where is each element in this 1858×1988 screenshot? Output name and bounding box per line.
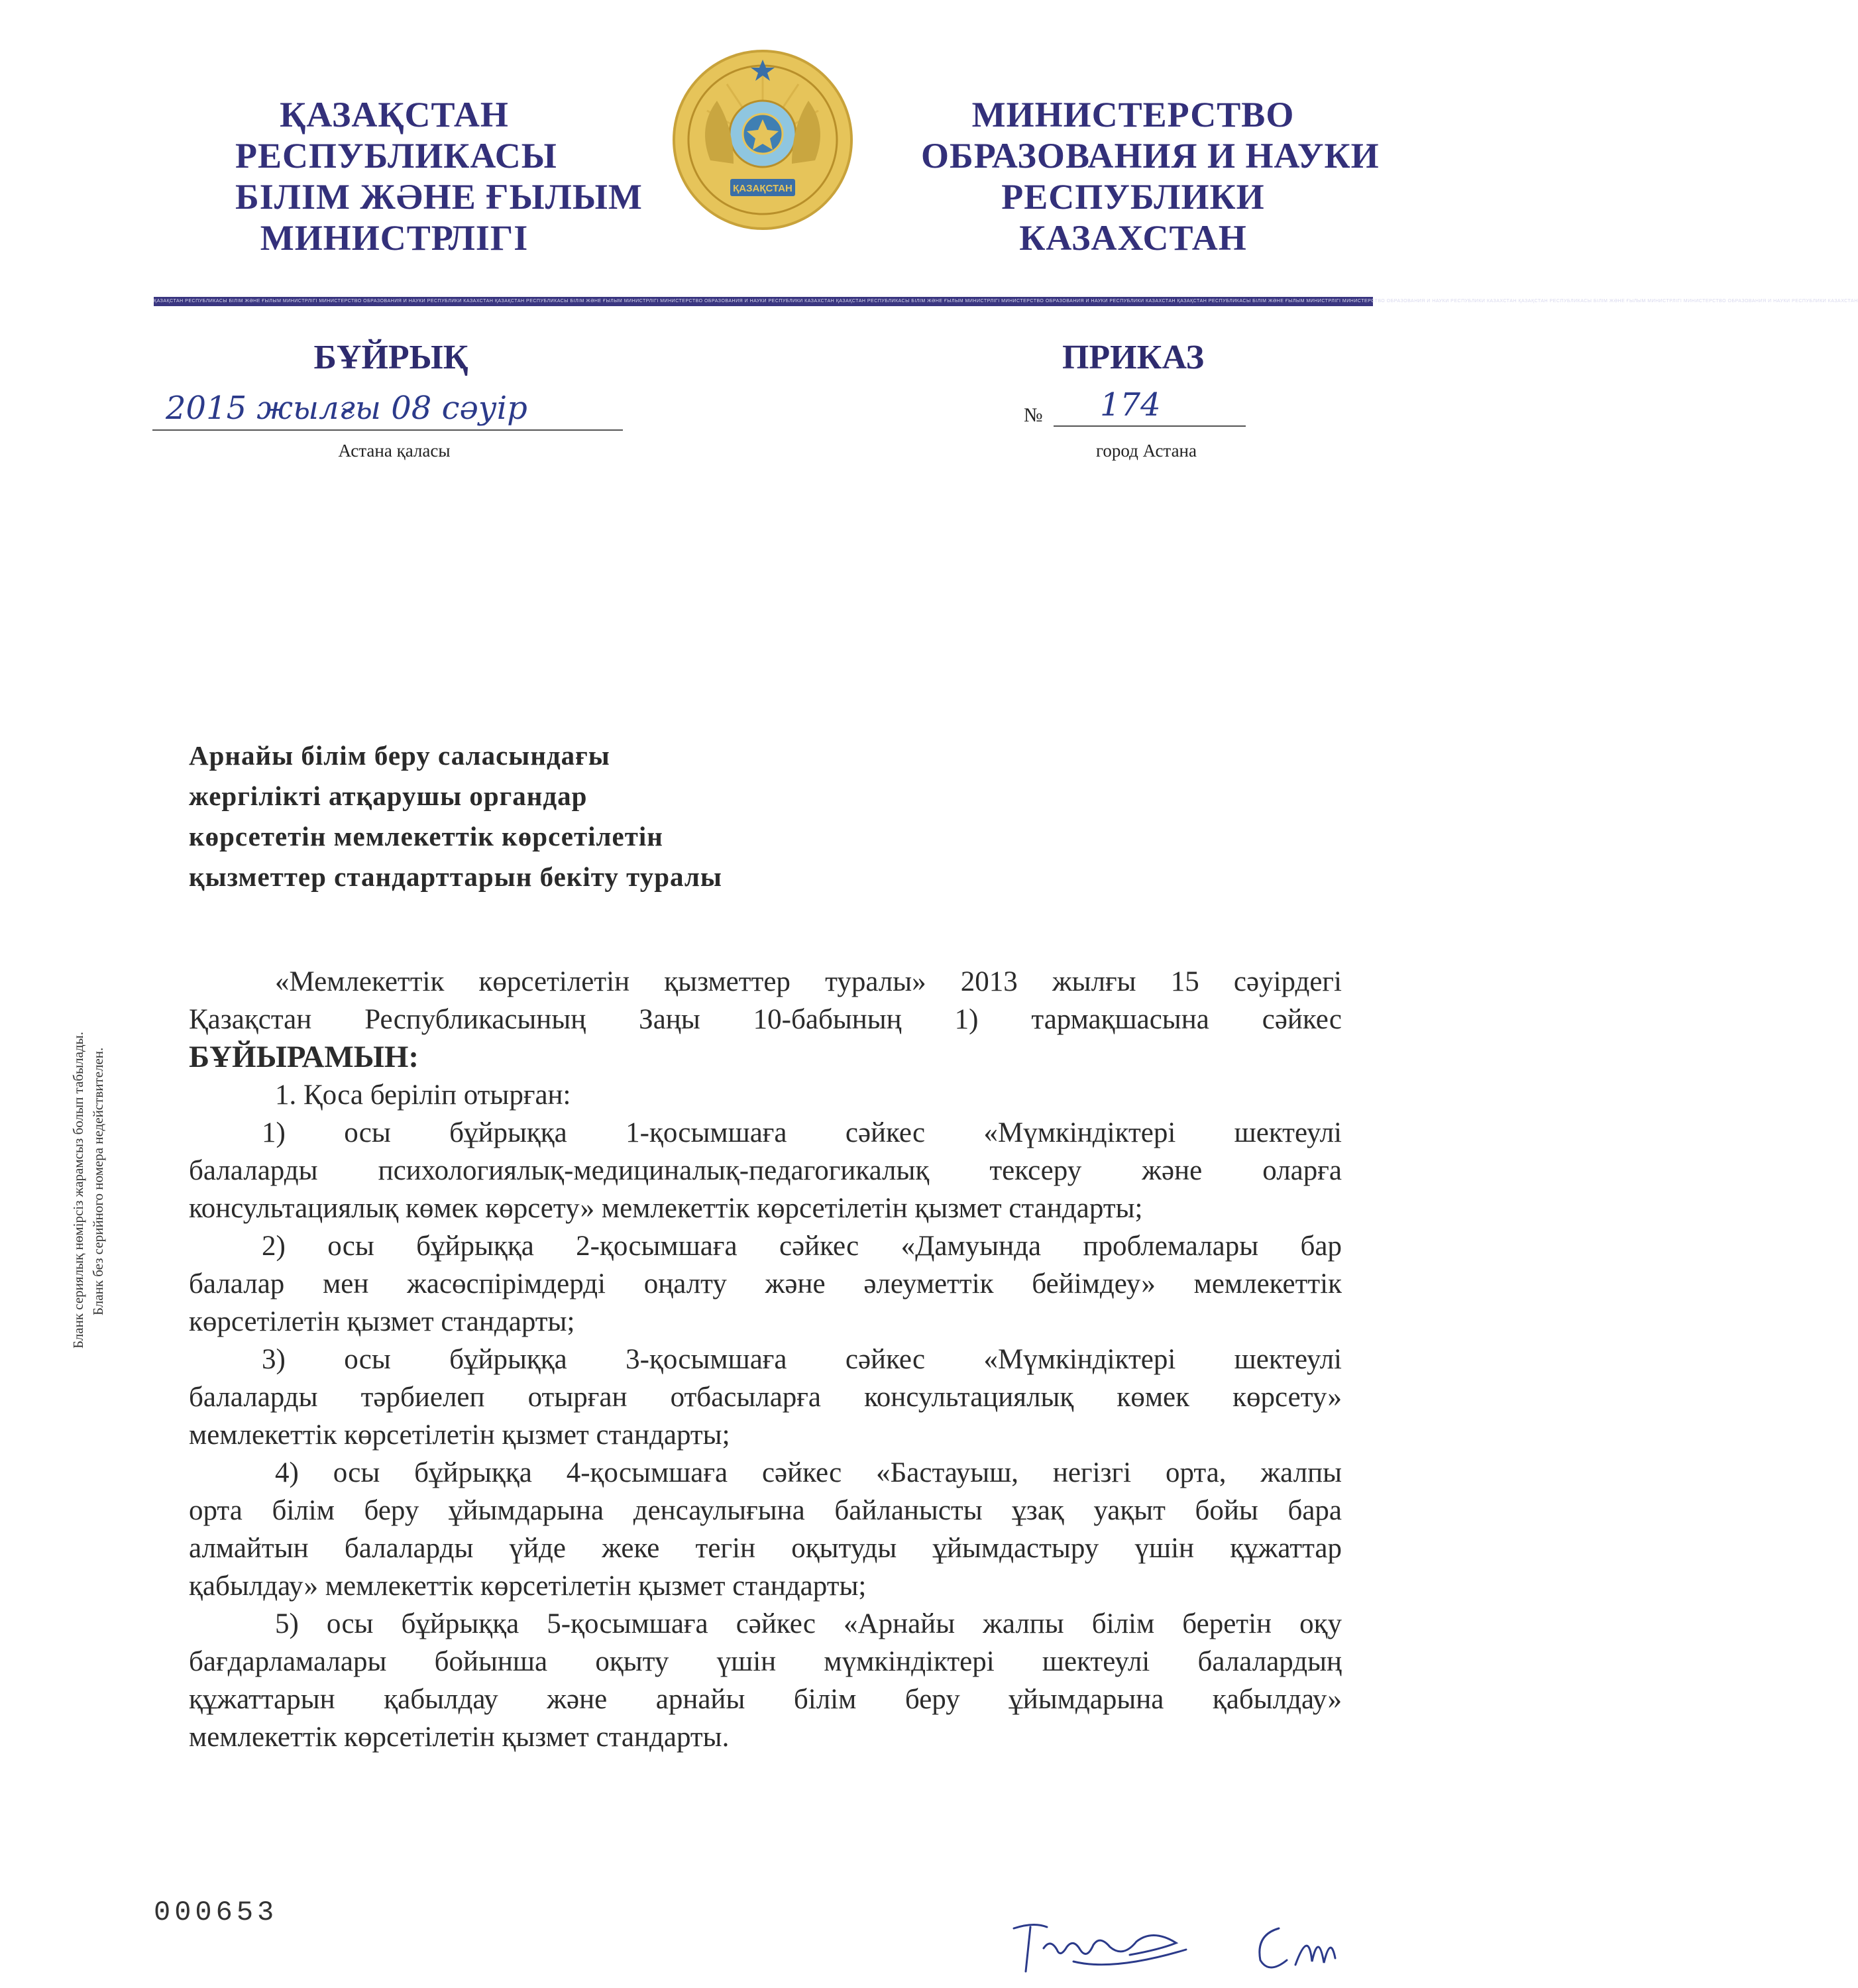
side-note-kz: Бланк сериялық нөмірсіз жарамсыз болып табылады. (70, 1032, 86, 1349)
number-underline (1054, 425, 1246, 427)
subject-line: Арнайы білім беру саласындағы (189, 740, 610, 771)
signature-icon (994, 1908, 1206, 1981)
sub-item-line: алмайтын балаларды үйде жеке тегін оқытуды ұйымдастыру үшін құжаттар (189, 1533, 1342, 1564)
preamble-line: Қазақстан Республикасының Заңы 10-бабының 1) тармақшасына сәйкес (189, 1004, 1342, 1035)
initials-icon (1246, 1908, 1358, 1981)
sub-item-line: 3) осы бұйрыққа 3-қосымшаға сәйкес «Мүмкіндіктері шектеулі (262, 1344, 1342, 1375)
sub-item-line: бағдарламалары бойынша оқыту үшін мүмкіндіктері шектеулі балалардың (189, 1646, 1342, 1677)
doc-type-ru: ПРИКАЗ (1062, 339, 1205, 376)
command-word: БҰЙЫРАМЫН: (189, 1040, 419, 1074)
header-right-line: МИНИСТЕРСТВО (971, 95, 1295, 135)
sub-item-line: мемлекеттік көрсетілетін қызмет стандарты; (189, 1419, 730, 1451)
sub-item-line: балаларды психологиялық-медициналық-педагогикалық тексеру және оларға (189, 1155, 1342, 1186)
header-right-ru (921, 94, 1380, 258)
emblem-label: ҚАЗАҚСТАН (733, 183, 792, 194)
state-emblem (671, 48, 855, 232)
sub-item-line: орта білім беру ұйымдарына денсаулығына байланысты ұзақ уақыт бойы бара (189, 1495, 1342, 1526)
header-right-line: ОБРАЗОВАНИЯ И НАУКИ (921, 136, 1380, 176)
band-microtext: ҚАЗАҚСТАН РЕСПУБЛИКАСЫ БІЛІМ ЖӘНЕ ҒЫЛЫМ МИНИСТРЛІГІ МИНИСТЕРСТВО ОБРАЗОВАНИЯ И НАУКИ РЕСПУБЛИКИ КАЗАХСТАН ҚАЗАҚСТАН РЕСПУБЛИКАСЫ БІЛІМ ЖӘНЕ ҒЫЛЫМ МИНИСТРЛІГІ МИНИСТЕРСТВО ОБРАЗОВАНИЯ И НАУКИ РЕСПУБЛИКИ КАЗАХСТАН ҚАЗАҚСТАН РЕСПУБЛИКАСЫ БІЛІМ ЖӘНЕ ҒЫЛЫМ МИНИСТРЛІГІ МИНИСТЕРСТВО ОБРАЗОВАНИЯ И НАУКИ РЕСПУБЛИКИ КАЗАХСТАН ҚАЗАҚСТАН РЕСПУБЛИКАСЫ БІЛІМ ЖӘНЕ ҒЫЛЫМ МИНИСТРЛІГІ МИНИСТЕРСТВО ОБРАЗОВАНИЯ И НАУКИ РЕСПУБЛИКИ КАЗАХСТАН ҚАЗАҚСТАН РЕСПУБЛИКАСЫ БІЛІМ ЖӘНЕ ҒЫЛЫМ МИНИСТРЛІГІ МИНИСТЕРСТВО ОБРАЗОВАНИЯ И НАУКИ РЕСПУБЛИКИ КАЗАХСТАН (154, 299, 1858, 304)
sub-item-line: консультациялық көмек көрсету» мемлекеттік көрсетілетін қызмет стандарты; (189, 1193, 1143, 1224)
subject-line: жергілікті атқарушы органдар (189, 781, 588, 811)
order-date: 2015 жылғы 08 сәуір (166, 390, 527, 427)
sub-item-line: мемлекеттік көрсетілетін қызмет стандарты. (189, 1722, 730, 1753)
order-number: 174 (1100, 386, 1161, 423)
item-1: 1. Қоса беріліп отырған: (275, 1079, 571, 1111)
subject-line: қызметтер стандарттарын бекіту туралы (189, 861, 722, 892)
sub-item-line: 2) осы бұйрыққа 2-қосымшаға сәйкес «Дамуында проблемалары бар (262, 1231, 1342, 1262)
order-subject (189, 736, 722, 897)
serial-number: 000653 (154, 1897, 278, 1928)
header-left-line: РЕСПУБЛИКАСЫ (235, 136, 557, 176)
order-number-label: № (1024, 404, 1043, 426)
sub-item-line: 5) осы бұйрыққа 5-қосымшаға сәйкес «Арнайы жалпы білім беретін оқу (275, 1608, 1342, 1639)
sub-item-line: балалар мен жасөспірімдерді оңалту және әлеуметтік бейімдеу» мемлекеттік (189, 1268, 1342, 1299)
header-left-line: МИНИСТРЛІГІ (260, 218, 529, 258)
header-left-line: БІЛІМ ЖӘНЕ ҒЫЛЫМ (235, 177, 643, 217)
header-right-line: КАЗАХСТАН (1019, 218, 1247, 258)
state-emblem-icon (671, 48, 855, 232)
sub-item-line: көрсетілетін қызмет стандарты; (189, 1306, 575, 1337)
city-kz: Астана қаласы (338, 441, 451, 461)
order-body (189, 963, 1342, 1756)
header-band (154, 297, 1858, 306)
preamble-line: «Мемлекеттік көрсетілетін қызметтер туралы» 2013 жылғы 15 сәуірдегі (275, 966, 1342, 997)
date-underline (152, 429, 623, 431)
header-left-kz (235, 94, 643, 258)
signature (994, 1908, 1206, 1981)
city-ru: город Астана (1096, 441, 1197, 461)
initials (1246, 1908, 1358, 1981)
sub-item-line: 1) осы бұйрыққа 1-қосымшаға сәйкес «Мүмкіндіктері шектеулі (262, 1117, 1342, 1148)
sub-item-line: 4) осы бұйрыққа 4-қосымшаға сәйкес «Бастауыш, негізгі орта, жалпы (275, 1457, 1342, 1488)
sub-item-line: балаларды тәрбиелеп отырған отбасыларға консультациялық көмек көрсету» (189, 1382, 1342, 1413)
doc-type-kz: БҰЙРЫҚ (313, 339, 468, 376)
header-left-line: ҚАЗАҚСТАН (280, 95, 509, 135)
subject-line: көрсететін мемлекеттік көрсетілетін (189, 821, 663, 852)
header-right-line: РЕСПУБЛИКИ (1001, 177, 1265, 217)
sub-item-line: қабылдау» мемлекеттік көрсетілетін қызмет стандарты; (189, 1571, 867, 1602)
sub-item-line: құжаттарын қабылдау және арнайы білім беру ұйымдарына қабылдау» (189, 1684, 1342, 1715)
side-note-ru: Бланк без серийного номера недействителен. (90, 1047, 106, 1315)
